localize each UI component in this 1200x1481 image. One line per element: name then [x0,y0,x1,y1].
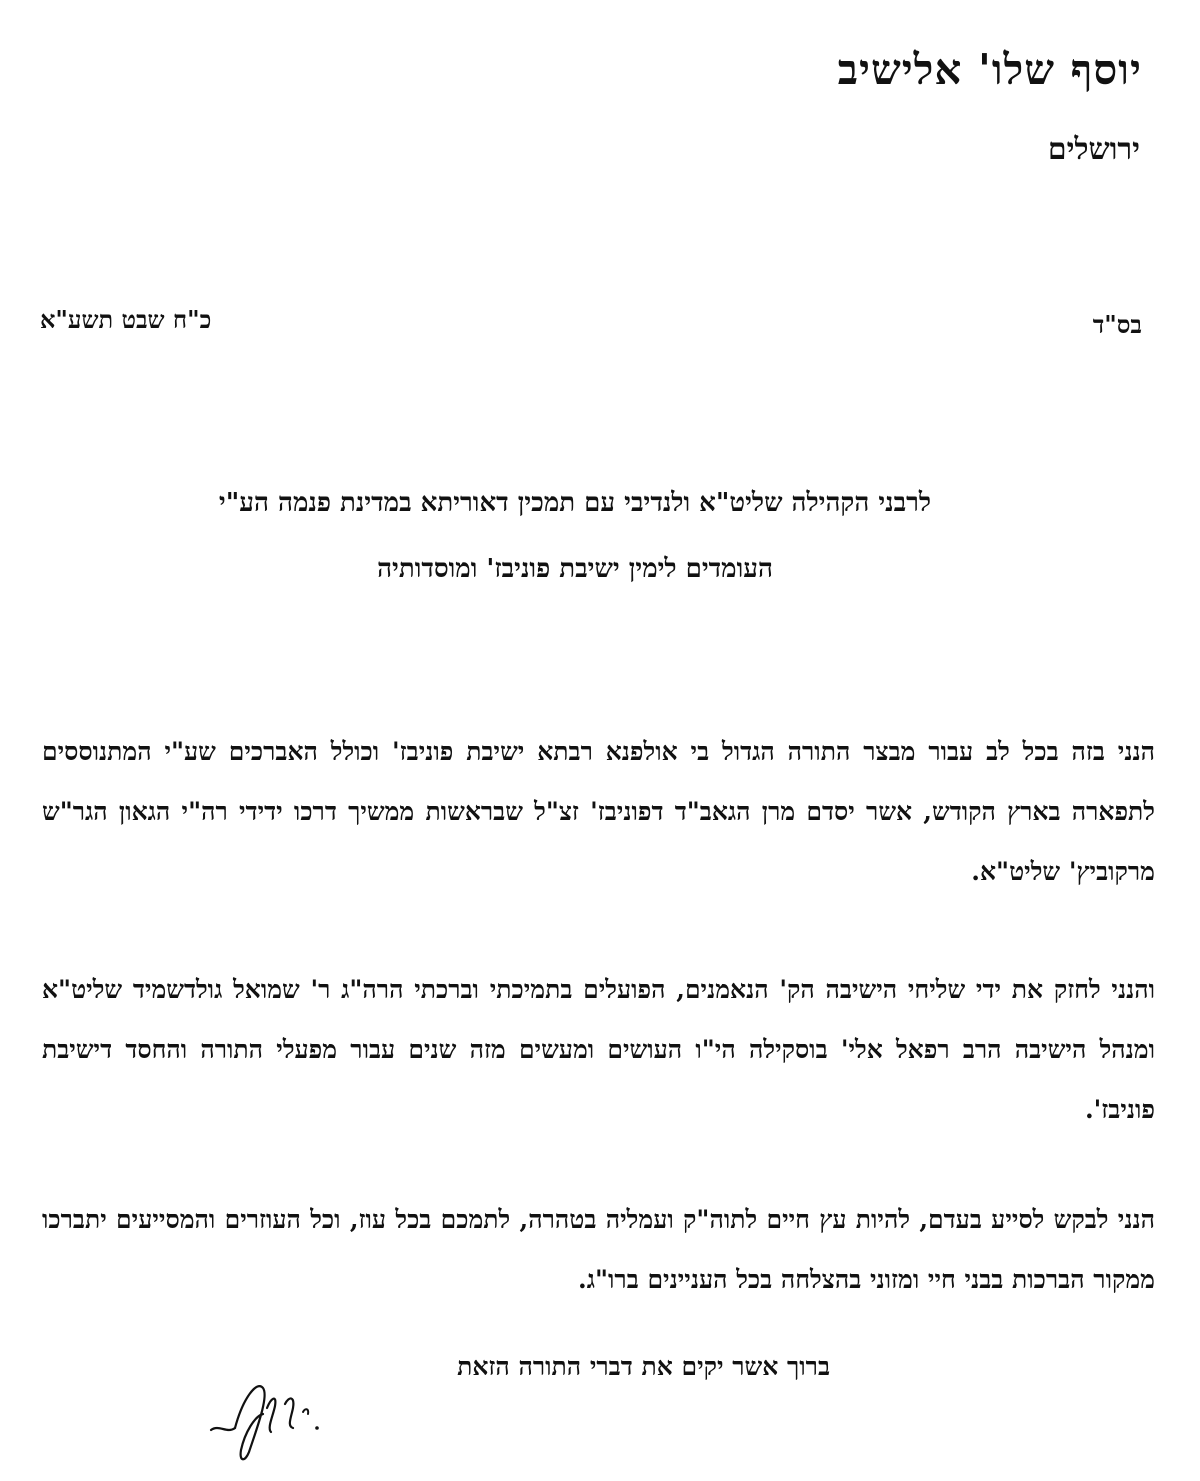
bsd-mark: בס"ד [1092,310,1142,339]
addressee-block [100,470,1050,602]
paragraph-3: הנני לבקש לסייע בעדם, להיות עץ חיים לתוה"ק ועמליה בטהרה, לתמכם בכל עוז, וכל העוזרים והמסייעים יתברכו ממקור הברכות בבני חיי ומזוני בהצלחה בכל העניינים ברו"ג. [42,1205,1155,1294]
letterhead-name: יוסף שלו' אלישיב [837,45,1142,94]
letter-date: כ"ח שבט תשע"א [40,305,212,334]
paragraph-2: והנני לחזק את ידי שליחי הישיבה הק' הנאמנים, הפועלים בתמיכתי וברכתי הרה"ג ר' שמואל גולדשמיד שליט"א ומנהל הישיבה הרב רפאל אלי' בוסקילה הי"ו העושים ומעשים מזה שנים עבור מפעלי התורה והחסד דישיבת פוניבז'. [42,975,1155,1124]
closing-blessing: ברוך אשר יקים את דברי התורה הזאת [457,1352,830,1381]
handwritten-signature [205,1368,335,1468]
addressee-line-2: העומדים לימין ישיבת פוניבז' ומוסדותיה [377,554,773,584]
letterhead-city: ירושלים [1047,132,1140,167]
addressee-line-1: לרבני הקהילה שליט"א ולנדיבי עם תמכין דאוריתא במדינת פנמה הע"י [218,488,932,518]
paragraph-1: הנני בזה בכל לב עבור מבצר התורה הגדול בי אולפנא רבתא ישיבת פוניבז' וכולל האברכים שע"י המתנוססים לתפארה בארץ הקודש, אשר יסדם מרן הגאב"ד דפוניבז' זצ"ל שבראשות ממשיך דרכו ידידי רה"י הגאון הגר"ש מרקוביץ' שליט"א. [42,737,1155,886]
